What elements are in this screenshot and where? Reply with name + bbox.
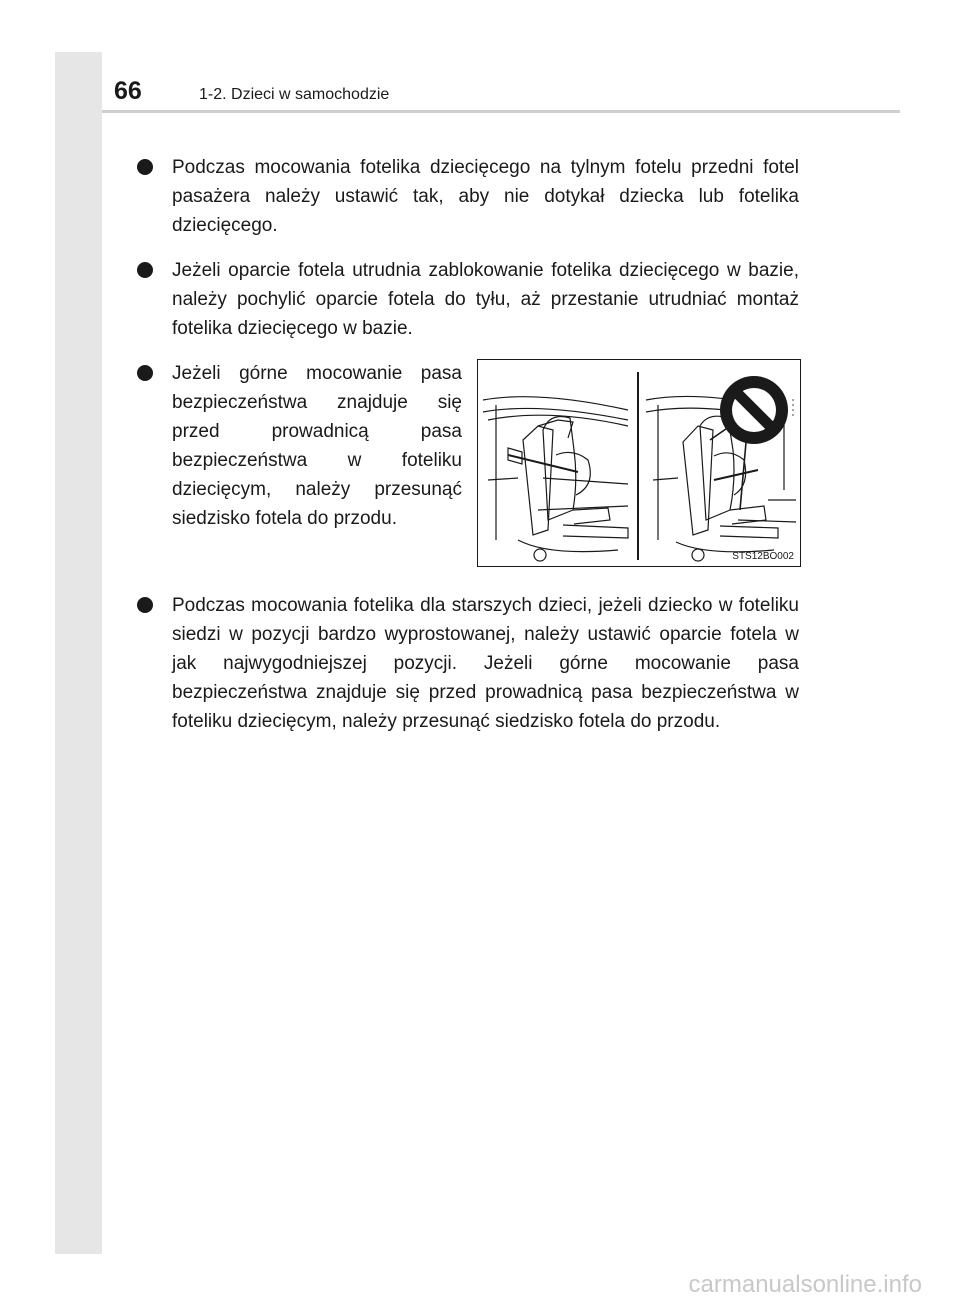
figure-code: STS12BO002 — [732, 551, 794, 562]
watermark: carmanualsonline.info — [688, 1271, 922, 1298]
child-seat-illustration-icon — [478, 360, 799, 565]
page-content — [137, 153, 799, 752]
page-number: 66 — [114, 77, 142, 105]
bullet-text: Jeżeli oparcie fotela utrudnia zablokowanie fotelika dziecięcego w bazie, należy pochylić oparcie fotela do tyłu, aż przestanie utrudniać montaż fotelika dziecięcego w bazie. — [172, 260, 799, 339]
bullet-icon — [137, 597, 153, 613]
margin-band — [55, 52, 102, 1254]
bullet-icon — [137, 262, 153, 278]
bullet-icon — [137, 365, 153, 381]
header-divider — [102, 110, 900, 113]
bullet-text: Podczas mocowania fotelika dziecięcego na tylnym fotelu przedni fotel pasażera należy ustawić tak, aby nie dotykał dziecka lub fotelika dziecięcego. — [172, 157, 799, 236]
child-seat-figure — [477, 359, 801, 567]
section-title: 1-2. Dzieci w samochodzie — [199, 86, 390, 103]
list-item-with-figure — [137, 359, 799, 567]
list-item — [137, 256, 799, 343]
prohibition-icon — [720, 376, 788, 444]
list-item — [137, 153, 799, 240]
list-item — [137, 591, 799, 736]
bullet-text: Podczas mocowania fotelika dla starszych dzieci, jeżeli dziecko w foteliku siedzi w pozycji bardzo wyprostowanej, należy ustawić oparcie fotela w jak najwygodniejszej pozycji. Jeżeli górne mocowanie pasa bezpieczeństwa znajduje się przed prowadnicą pasa bezpieczeństwa w foteliku dziecięcym, należy przesunąć siedzisko fotela do przodu. — [172, 595, 799, 732]
bullet-icon — [137, 159, 153, 175]
page-header — [102, 52, 900, 112]
bullet-text: Jeżeli górne mocowanie pasa bezpieczeństwa znajduje się przed prowadnicą pasa bezpieczeństwa w foteliku dziecięcym, należy przesunąć siedzisko fotela do przodu. — [172, 363, 462, 529]
